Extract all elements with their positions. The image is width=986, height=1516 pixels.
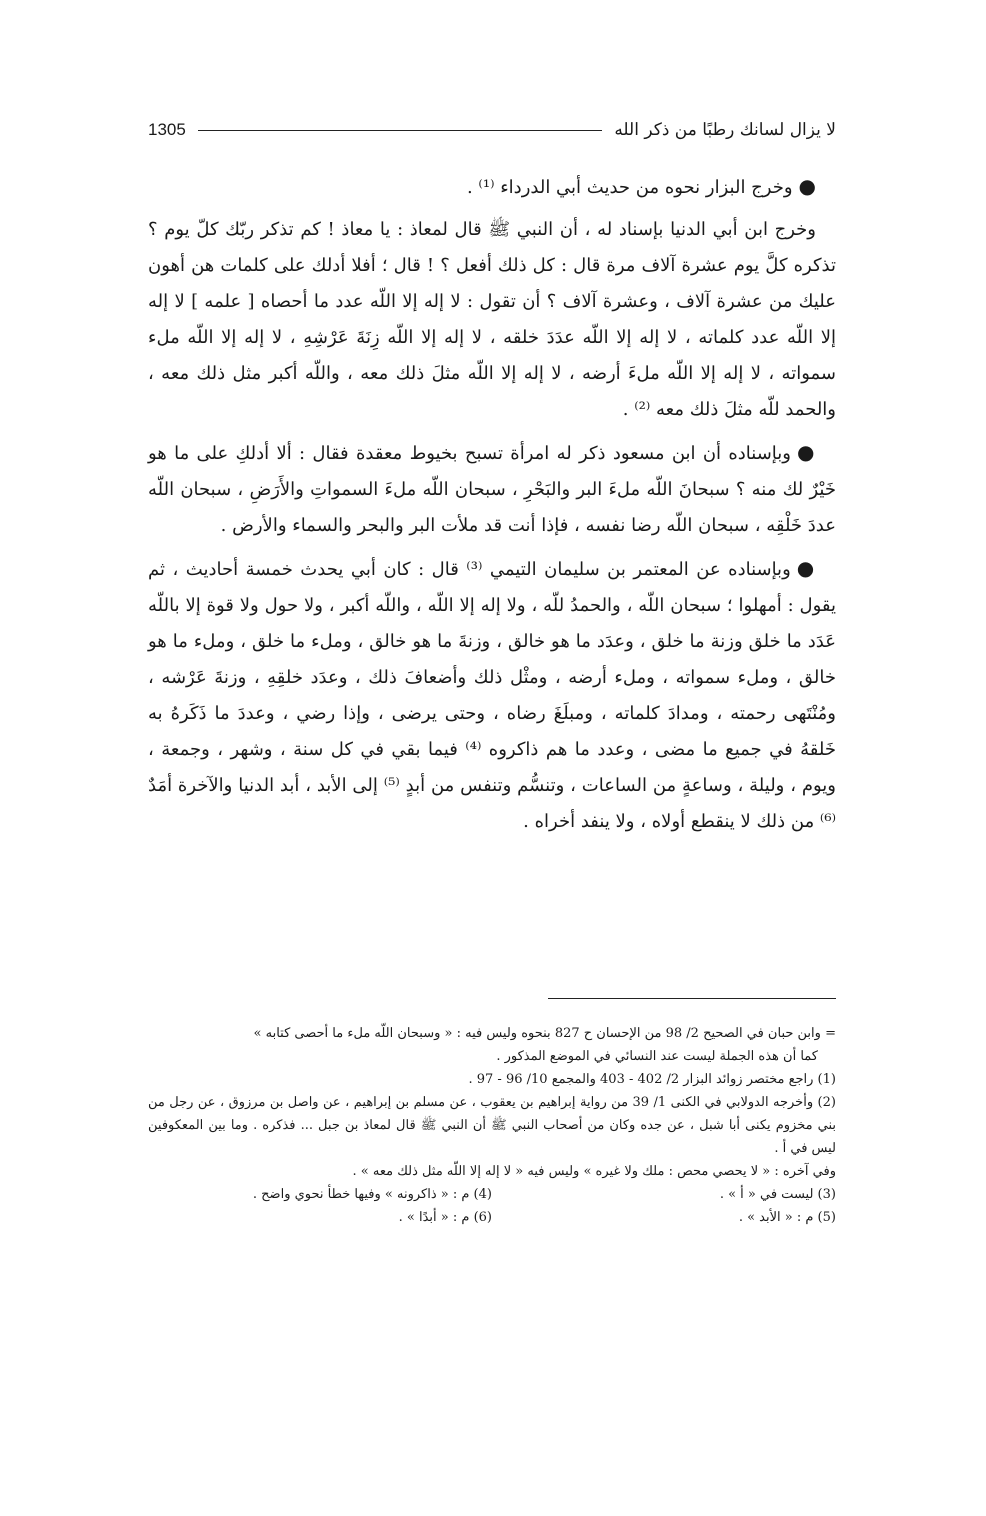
bullet-icon: ● — [796, 556, 816, 580]
footnote-3: (3) ليست في « أ » . — [719, 1187, 836, 1202]
paragraph-3 — [148, 434, 836, 544]
footnote-6: (6) م : « أبدًا » . — [398, 1210, 492, 1225]
header-rule — [198, 130, 602, 131]
bullet-icon: ● — [796, 440, 816, 464]
bullet-icon: ● — [798, 174, 816, 198]
footnote-2-tail: وفي آخره : « لا يحصي محص : ملك ولا غيره » وليس فيه « لا إله إلا اللّه مثل ذلك معه » . — [352, 1164, 836, 1179]
footnote-row-5-6 — [148, 1206, 836, 1229]
footnote-4: (4) م : « ذاكرونه » وفيها خطأ نحوي واضح . — [252, 1187, 492, 1202]
paragraph-4-text: وبإسناده عن المعتمر بن سليمان التيمي ⁽³⁾ قال : كان أبي يحدث خمسة أحاديث ، ثم يقول : أمهلوا ؛ سبحان اللّه ، والحمدُ للّه ، ولا إله إلا اللّه ، واللّه أكبر ، ولا حول ولا قوة إلا باللّه عَدَد ما خلق وزنة ما خلق ، وعدَد ما هو خالق ، وزنةَ ما هو خالق ، وملء ما خلق ، وملء ما هو خالق ، وملء سمواته ، وملء أرضه ، ومثْل ذلك وأضعافَ ذلك ، وعدَد خلقِهِ ، وزنةَ عَرْشه ، ومُنْتَهى رحمته ، ومدادَ كلماته ، ومبلَغَ رضاه ، وحتى يرضى ، وإذا رضي ، وعددَ ما ذَكَرهُ به خَلقهُ في جميع ما مضى ، وعدد ما هم ذاكروه ⁽⁴⁾ فيما بقي في كل سنة ، وشهر ، وجمعة ، ويوم ، وليلة ، وساعةٍ من الساعات ، وتنسُّم وتنفس من أبدٍ ⁽⁵⁾ إلى الأبد ، أبد الدنيا والآخرة أمَدٌ ⁽⁶⁾ من ذلك لا ينقطع أولاه ، ولا ينفد أخراه . — [148, 559, 837, 832]
paragraph-4 — [148, 550, 836, 840]
continuation-mark: = — [825, 1026, 836, 1041]
footnote-continuation-text: وابن حبان في الصحيح 2/ 98 من الإحسان ح 827 بنحوه وليس فيه : « وسبحان اللّه ملء ما أحصى كتابه » — [253, 1026, 821, 1041]
footnote-5: (5) م : « الأبد » . — [738, 1210, 836, 1225]
footnote-continuation — [148, 1022, 836, 1045]
running-header — [148, 116, 836, 144]
page-number: 1305 — [148, 120, 186, 139]
paragraph-2 — [148, 212, 836, 428]
header-title: لا يزال لسانك رطبًا من ذكر الله — [614, 120, 836, 140]
footnote-row-3-4 — [148, 1183, 836, 1206]
footnote-continuation-2: كما أن هذه الجملة ليست عند النسائي في الموضع المذكور . — [496, 1049, 818, 1064]
footnote-1: (1) راجع مختصر زوائد البزار 2/ 402 - 403 والمجمع 10/ 96 - 97 . — [468, 1072, 836, 1087]
paragraph-3-text: وبإسناده أن ابن مسعود ذكر له امرأة تسبح بخيوط معقدة فقال : ألا أدلكِ على ما هو خَيْرٌ لك منه ؟ سبحانَ اللّه ملءَ البر والبَحْرِ ، سبحان اللّه ملءَ السمواتِ والأَرَضِ ، سبحان اللّه عددَ خَلْقِه ، سبحان اللّه رضا نفسه ، فإذا أنت قد ملأت البر والبحر والسماء والأرض . — [148, 443, 836, 536]
footnotes — [148, 1022, 836, 1229]
footnote-2: (2) وأخرجه الدولابي في الكنى 1/ 39 من رواية إبراهيم بن يعقوب ، عن مسلم بن إبراهيم ، عن واصل بن مرزوق ، عن رجل من بني مخزوم يكنى أبا شبل ، عن جده وكان من أصحاب النبي ﷺ أن النبي ﷺ قال لمعاذ بن جبل ... فذكره . وما بين المعكوفين ليس في أ . — [148, 1095, 836, 1156]
footnote-separator — [548, 998, 836, 999]
paragraph-1 — [148, 168, 836, 206]
main-text — [148, 168, 836, 846]
paragraph-1-text: وخرج البزار نحوه من حديث أبي الدرداء ⁽¹⁾ . — [466, 177, 793, 198]
paragraph-2-text: وخرج ابن أبي الدنيا بإسناد له ، أن النبي ﷺ قال لمعاذ : يا معاذ ! كم تذكر ربّك كلّ يوم ؟ تذكره كلَّ يوم عشرة آلاف مرة قال : كل ذلك أفعل ؟ ! قال ؛ أفلا أدلك على كلمات هن أهون عليك من عشرة آلاف ، وعشرة آلاف ؟ أن تقول : لا إله إلا اللّه عدد ما أحصاه [ علمه ] لا إله إلا اللّه عدد كلماته ، لا إله إلا اللّه عدَدَ خلقه ، لا إله إلا اللّه زِنَةَ عَرْشِهِ ، لا إله إلا اللّه ملء سمواته ، لا إله إلا اللّه ملءَ أرضه ، لا إله إلا اللّه مثلَ ذلك معه ، واللّه أكبر مثل ذلك معه ، والحمد للّه مثلَ ذلك معه ⁽²⁾ . — [148, 219, 836, 420]
